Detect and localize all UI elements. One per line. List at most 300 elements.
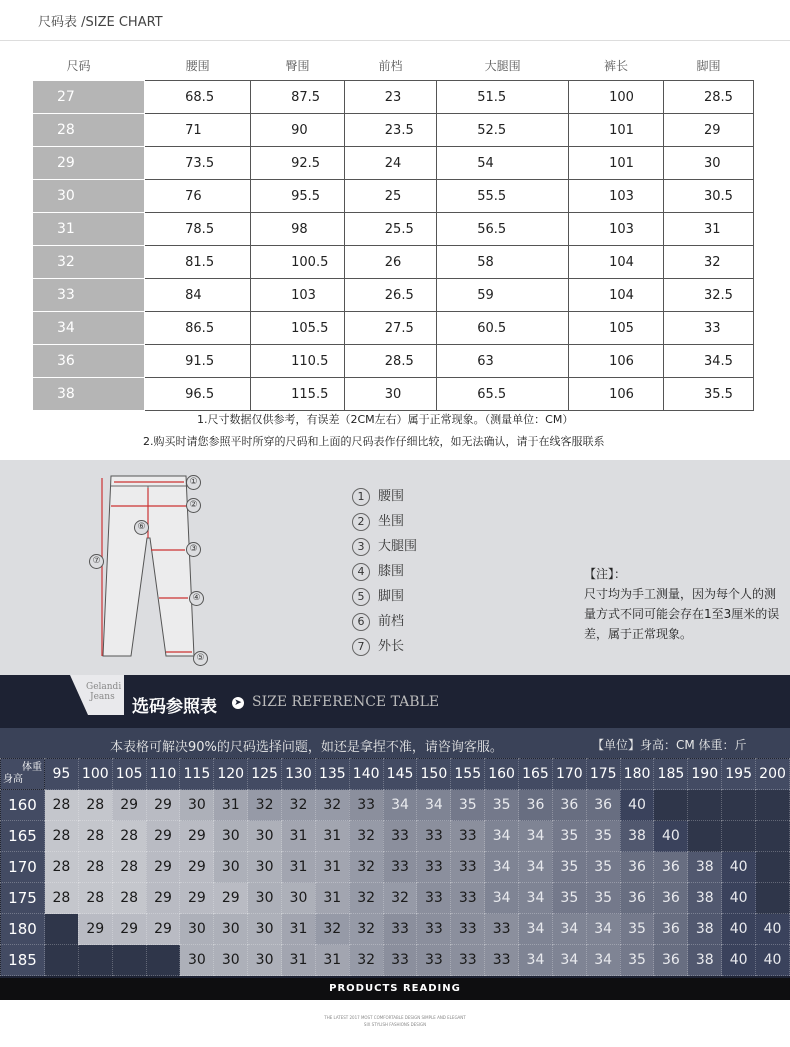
recommended-size-cell: 36 (654, 852, 688, 883)
recommended-size-cell: 34 (552, 945, 586, 976)
size-label: 34 (33, 312, 145, 345)
size-label: 38 (33, 378, 145, 411)
recommended-size-cell: 35 (586, 852, 620, 883)
size-value: 68.5 (145, 81, 251, 114)
legend-item (352, 485, 417, 510)
legend-label: 外长 (378, 639, 405, 654)
size-value: 87.5 (251, 81, 345, 114)
recommended-size-cell: 34 (485, 821, 519, 852)
recommended-size-cell: 34 (519, 852, 553, 883)
recommended-size-cell: 29 (146, 852, 180, 883)
recommended-size-cell: 33 (417, 945, 451, 976)
callout-2: ② (186, 498, 201, 513)
recommended-size-cell: 29 (214, 883, 248, 914)
recommended-size-cell: 31 (315, 945, 349, 976)
recommended-size-cell: 40 (722, 852, 756, 883)
products-reading-subtitle (0, 1014, 790, 1028)
recommended-size-cell: 32 (383, 883, 417, 914)
recommended-size-cell: 30 (248, 883, 282, 914)
column-header: 裤长 (604, 58, 629, 73)
size-value: 60.5 (437, 312, 569, 345)
size-value: 59 (437, 279, 569, 312)
brand-logo (86, 682, 121, 702)
legend-label: 膝围 (378, 564, 405, 579)
size-chart-table (32, 50, 754, 411)
size-value: 55.5 (437, 180, 569, 213)
weight-header: 110 (146, 759, 180, 790)
reference-unit: 【单位】身高：CM 体重：斤 (592, 738, 747, 752)
corner-weight-label: 体重 (22, 762, 42, 773)
weight-header: 100 (78, 759, 112, 790)
recommended-size-cell: 33 (485, 914, 519, 945)
recommended-size-cell: 32 (349, 883, 383, 914)
recommended-size-cell (722, 821, 756, 852)
recommended-size-cell (146, 945, 180, 976)
corner-height-label: 身高 (3, 774, 23, 785)
legend-number: 5 (352, 588, 370, 606)
callout-4: ④ (189, 591, 204, 606)
recommended-size-cell: 34 (552, 914, 586, 945)
recommended-size-cell: 29 (180, 883, 214, 914)
size-value: 101 (569, 114, 664, 147)
size-value: 105.5 (251, 312, 345, 345)
recommended-size-cell: 30 (214, 852, 248, 883)
reference-description: 本表格可解决90%的尺码选择问题，如还是拿捏不准，请咨询客服。 (110, 740, 503, 755)
recommended-size-cell: 33 (383, 821, 417, 852)
size-value: 91.5 (145, 345, 251, 378)
recommended-size-cell (78, 945, 112, 976)
height-label: 170 (1, 852, 45, 883)
size-value: 26.5 (344, 279, 436, 312)
column-header: 前档 (378, 58, 403, 73)
recommended-size-cell: 29 (146, 790, 180, 821)
recommended-size-cell: 28 (45, 821, 79, 852)
size-value: 24 (344, 147, 436, 180)
legend-number: 4 (352, 563, 370, 581)
recommended-size-cell: 35 (485, 790, 519, 821)
brand-logo-line2: Jeans (90, 692, 115, 702)
recommended-size-cell: 33 (451, 852, 485, 883)
recommended-size-cell: 34 (586, 914, 620, 945)
recommended-size-cell: 31 (282, 945, 316, 976)
size-row (33, 345, 754, 378)
recommended-size-cell: 32 (248, 790, 282, 821)
recommended-size-cell: 28 (78, 821, 112, 852)
table-corner (1, 759, 45, 790)
reference-title: 选码参照表 (132, 697, 217, 717)
recommended-size-cell: 36 (586, 790, 620, 821)
recommended-size-cell: 28 (45, 852, 79, 883)
weight-header: 165 (519, 759, 553, 790)
recommended-size-cell: 40 (620, 790, 654, 821)
recommended-size-cell: 31 (315, 883, 349, 914)
size-value: 51.5 (437, 81, 569, 114)
recommended-size-cell: 30 (248, 914, 282, 945)
legend-item (352, 510, 417, 535)
size-label: 36 (33, 345, 145, 378)
recommended-size-cell: 35 (552, 852, 586, 883)
recommended-size-cell: 36 (654, 945, 688, 976)
recommended-size-cell: 33 (417, 883, 451, 914)
recommended-size-cell: 40 (654, 821, 688, 852)
size-label: 28 (33, 114, 145, 147)
recommended-size-cell: 29 (112, 914, 146, 945)
recommended-size-cell: 29 (180, 852, 214, 883)
legend-label: 坐围 (378, 514, 405, 529)
recommended-size-cell: 32 (315, 914, 349, 945)
size-value: 32 (663, 246, 753, 279)
weight-header: 95 (45, 759, 79, 790)
weight-header: 150 (417, 759, 451, 790)
size-value: 56.5 (437, 213, 569, 246)
column-header: 腰围 (185, 58, 210, 73)
size-label: 31 (33, 213, 145, 246)
recommended-size-cell (756, 883, 790, 914)
recommended-size-cell (45, 945, 79, 976)
legend-number: 7 (352, 638, 370, 656)
size-value: 100 (569, 81, 664, 114)
size-value: 81.5 (145, 246, 251, 279)
recommended-size-cell: 30 (214, 945, 248, 976)
recommended-size-cell: 28 (78, 852, 112, 883)
weight-header: 140 (349, 759, 383, 790)
recommended-size-cell: 35 (586, 821, 620, 852)
weight-header: 145 (383, 759, 417, 790)
remark-text: 尺寸均为手工测量，因为每个人的测量方式不同可能会存在1至3厘米的误差，属于正常现象。 (584, 587, 780, 641)
size-row (33, 279, 754, 312)
size-value: 52.5 (437, 114, 569, 147)
weight-header: 120 (214, 759, 248, 790)
size-value: 115.5 (251, 378, 345, 411)
size-value: 104 (569, 279, 664, 312)
jeans-measurement-diagram (84, 466, 224, 670)
size-label: 27 (33, 81, 145, 114)
recommended-size-cell: 30 (214, 821, 248, 852)
size-row (33, 180, 754, 213)
size-label: 30 (33, 180, 145, 213)
callout-7: ⑦ (89, 554, 104, 569)
recommended-size-cell: 29 (78, 914, 112, 945)
recommended-size-cell: 36 (552, 790, 586, 821)
recommended-size-cell: 34 (485, 883, 519, 914)
subtitle-line1: THE LATEST 2017 MOST COMFORTABLE DESIGN SIMPLE AND ELEGANT (324, 1015, 466, 1020)
recommended-size-cell: 40 (722, 945, 756, 976)
recommended-size-cell: 35 (586, 883, 620, 914)
recommended-size-cell: 38 (688, 914, 722, 945)
column-header: 臀围 (285, 58, 310, 73)
size-value: 86.5 (145, 312, 251, 345)
recommended-size-cell: 28 (112, 852, 146, 883)
size-value: 65.5 (437, 378, 569, 411)
size-reference-table (0, 758, 790, 976)
legend-number: 2 (352, 513, 370, 531)
recommended-size-cell: 29 (146, 914, 180, 945)
size-value: 25.5 (344, 213, 436, 246)
height-label: 165 (1, 821, 45, 852)
size-value: 103 (569, 213, 664, 246)
recommended-size-cell: 36 (620, 883, 654, 914)
recommended-size-cell: 31 (315, 821, 349, 852)
size-value: 54 (437, 147, 569, 180)
size-value: 78.5 (145, 213, 251, 246)
recommended-size-cell (756, 852, 790, 883)
recommended-size-cell: 33 (451, 945, 485, 976)
recommended-size-cell: 28 (78, 883, 112, 914)
recommended-size-cell (45, 914, 79, 945)
recommended-size-cell: 30 (248, 945, 282, 976)
callout-6: ⑥ (134, 520, 149, 535)
size-value: 84 (145, 279, 251, 312)
recommended-size-cell: 30 (180, 914, 214, 945)
recommended-size-cell: 33 (485, 945, 519, 976)
size-value: 34.5 (663, 345, 753, 378)
products-reading-title: PRODUCTS READING (329, 983, 461, 994)
size-row (33, 114, 754, 147)
size-value: 29 (663, 114, 753, 147)
recommended-size-cell: 40 (722, 883, 756, 914)
size-value: 100.5 (251, 246, 345, 279)
size-value: 30 (344, 378, 436, 411)
size-value: 30.5 (663, 180, 753, 213)
weight-header: 135 (315, 759, 349, 790)
reference-title-en: SIZE REFERENCE TABLE (252, 694, 440, 710)
recommended-size-cell: 34 (485, 852, 519, 883)
weight-header: 125 (248, 759, 282, 790)
legend-label: 腰围 (378, 489, 405, 504)
size-chart-header-row (33, 50, 754, 81)
recommended-size-cell: 29 (146, 821, 180, 852)
size-value: 32.5 (663, 279, 753, 312)
height-row (1, 852, 790, 883)
recommended-size-cell: 40 (756, 945, 790, 976)
weight-header: 160 (485, 759, 519, 790)
weight-header: 175 (586, 759, 620, 790)
weight-header: 170 (552, 759, 586, 790)
recommended-size-cell: 36 (654, 883, 688, 914)
subtitle-line2: SIX STYLISH FASHIONS DESIGN (363, 1022, 427, 1027)
size-value: 25 (344, 180, 436, 213)
recommended-size-cell: 34 (519, 914, 553, 945)
size-value: 27.5 (344, 312, 436, 345)
recommended-size-cell: 32 (349, 821, 383, 852)
size-value: 76 (145, 180, 251, 213)
recommended-size-cell: 28 (112, 821, 146, 852)
size-value: 28.5 (344, 345, 436, 378)
height-label: 175 (1, 883, 45, 914)
size-value: 33 (663, 312, 753, 345)
recommended-size-cell: 36 (620, 852, 654, 883)
weight-header-row (1, 759, 790, 790)
recommended-size-cell: 33 (451, 821, 485, 852)
recommended-size-cell: 33 (383, 945, 417, 976)
size-label: 33 (33, 279, 145, 312)
measurement-legend (352, 485, 417, 660)
recommended-size-cell: 40 (756, 914, 790, 945)
legend-label: 前档 (378, 614, 405, 629)
recommended-size-cell: 30 (248, 821, 282, 852)
size-value: 26 (344, 246, 436, 279)
recommended-size-cell: 33 (451, 883, 485, 914)
recommended-size-cell: 33 (349, 790, 383, 821)
recommended-size-cell: 35 (620, 914, 654, 945)
size-value: 103 (251, 279, 345, 312)
recommended-size-cell: 30 (248, 852, 282, 883)
size-row (33, 147, 754, 180)
weight-header: 115 (180, 759, 214, 790)
recommended-size-cell (688, 821, 722, 852)
legend-item (352, 585, 417, 610)
weight-header: 180 (620, 759, 654, 790)
brand-logo-line1: Gelandi (86, 682, 122, 692)
recommended-size-cell: 32 (349, 852, 383, 883)
recommended-size-cell: 36 (519, 790, 553, 821)
recommended-size-cell: 38 (688, 852, 722, 883)
remark-title: 【注】： (584, 567, 627, 581)
size-value: 106 (569, 345, 664, 378)
recommended-size-cell (688, 790, 722, 821)
column-header: 尺码 (66, 58, 91, 73)
recommended-size-cell: 30 (180, 790, 214, 821)
legend-item (352, 535, 417, 560)
size-value: 28.5 (663, 81, 753, 114)
measurement-remark (584, 564, 780, 644)
recommended-size-cell: 31 (282, 821, 316, 852)
height-row (1, 945, 790, 976)
recommended-size-cell: 28 (112, 883, 146, 914)
weight-header: 155 (451, 759, 485, 790)
recommended-size-cell: 38 (688, 945, 722, 976)
recommended-size-cell: 33 (383, 852, 417, 883)
recommended-size-cell: 31 (315, 852, 349, 883)
recommended-size-cell: 36 (654, 914, 688, 945)
height-row (1, 914, 790, 945)
size-row (33, 213, 754, 246)
height-row (1, 821, 790, 852)
recommended-size-cell: 31 (282, 914, 316, 945)
recommended-size-cell (112, 945, 146, 976)
recommended-size-cell: 38 (620, 821, 654, 852)
recommended-size-cell: 34 (417, 790, 451, 821)
recommended-size-cell: 30 (180, 945, 214, 976)
size-label: 32 (33, 246, 145, 279)
size-value: 90 (251, 114, 345, 147)
legend-item (352, 635, 417, 660)
legend-number: 6 (352, 613, 370, 631)
size-value: 73.5 (145, 147, 251, 180)
recommended-size-cell: 28 (45, 790, 79, 821)
size-value: 35.5 (663, 378, 753, 411)
column-header: 脚围 (696, 58, 721, 73)
size-value: 106 (569, 378, 664, 411)
height-label: 185 (1, 945, 45, 976)
height-row (1, 883, 790, 914)
recommended-size-cell: 30 (214, 914, 248, 945)
callout-3: ③ (186, 542, 201, 557)
size-value: 92.5 (251, 147, 345, 180)
recommended-size-cell: 29 (112, 790, 146, 821)
recommended-size-cell: 34 (519, 821, 553, 852)
size-value: 104 (569, 246, 664, 279)
recommended-size-cell: 29 (180, 821, 214, 852)
size-value: 23.5 (344, 114, 436, 147)
weight-header: 185 (654, 759, 688, 790)
recommended-size-cell: 35 (552, 883, 586, 914)
height-label: 180 (1, 914, 45, 945)
recommended-size-cell: 28 (45, 883, 79, 914)
note-1: 1.尺寸数据仅供参考，有误差（2CM左右）属于正常现象。（测量单位：CM） (197, 413, 574, 426)
recommended-size-cell: 32 (282, 790, 316, 821)
size-value: 58 (437, 246, 569, 279)
size-row (33, 312, 754, 345)
recommended-size-cell: 38 (688, 883, 722, 914)
recommended-size-cell: 33 (417, 821, 451, 852)
callout-1: ① (186, 475, 201, 490)
legend-label: 脚围 (378, 589, 405, 604)
recommended-size-cell: 33 (451, 914, 485, 945)
height-row (1, 790, 790, 821)
recommended-size-cell: 29 (146, 883, 180, 914)
size-value: 71 (145, 114, 251, 147)
recommended-size-cell (756, 790, 790, 821)
legend-item (352, 560, 417, 585)
recommended-size-cell: 35 (451, 790, 485, 821)
legend-number: 1 (352, 488, 370, 506)
recommended-size-cell: 32 (315, 790, 349, 821)
weight-header: 190 (688, 759, 722, 790)
size-row (33, 81, 754, 114)
size-value: 30 (663, 147, 753, 180)
weight-header: 105 (112, 759, 146, 790)
size-value: 23 (344, 81, 436, 114)
callout-5: ⑤ (193, 651, 208, 666)
size-value: 103 (569, 180, 664, 213)
recommended-size-cell: 28 (78, 790, 112, 821)
recommended-size-cell: 34 (383, 790, 417, 821)
size-value: 96.5 (145, 378, 251, 411)
recommended-size-cell (722, 790, 756, 821)
arrow-right-icon: ➤ (232, 697, 244, 709)
column-header: 大腿围 (484, 58, 521, 73)
weight-header: 130 (282, 759, 316, 790)
recommended-size-cell: 33 (417, 852, 451, 883)
recommended-size-cell: 40 (722, 914, 756, 945)
recommended-size-cell (756, 821, 790, 852)
size-value: 95.5 (251, 180, 345, 213)
recommended-size-cell: 35 (552, 821, 586, 852)
recommended-size-cell: 32 (349, 914, 383, 945)
recommended-size-cell: 34 (586, 945, 620, 976)
height-label: 160 (1, 790, 45, 821)
size-value: 110.5 (251, 345, 345, 378)
recommended-size-cell: 32 (349, 945, 383, 976)
legend-item (352, 610, 417, 635)
size-value: 31 (663, 213, 753, 246)
size-row (33, 246, 754, 279)
size-row (33, 378, 754, 411)
page-title: 尺码表 /SIZE CHART (38, 15, 163, 30)
size-value: 63 (437, 345, 569, 378)
size-value: 98 (251, 213, 345, 246)
recommended-size-cell: 34 (519, 883, 553, 914)
size-value: 105 (569, 312, 664, 345)
recommended-size-cell: 34 (519, 945, 553, 976)
legend-label: 大腿围 (378, 539, 418, 554)
note-2: 2.购买时请您参照平时所穿的尺码和上面的尺码表作仔细比较，如无法确认，请于在线客服联系 (143, 435, 605, 448)
recommended-size-cell: 35 (620, 945, 654, 976)
recommended-size-cell: 30 (282, 883, 316, 914)
recommended-size-cell: 31 (282, 852, 316, 883)
weight-header: 200 (756, 759, 790, 790)
